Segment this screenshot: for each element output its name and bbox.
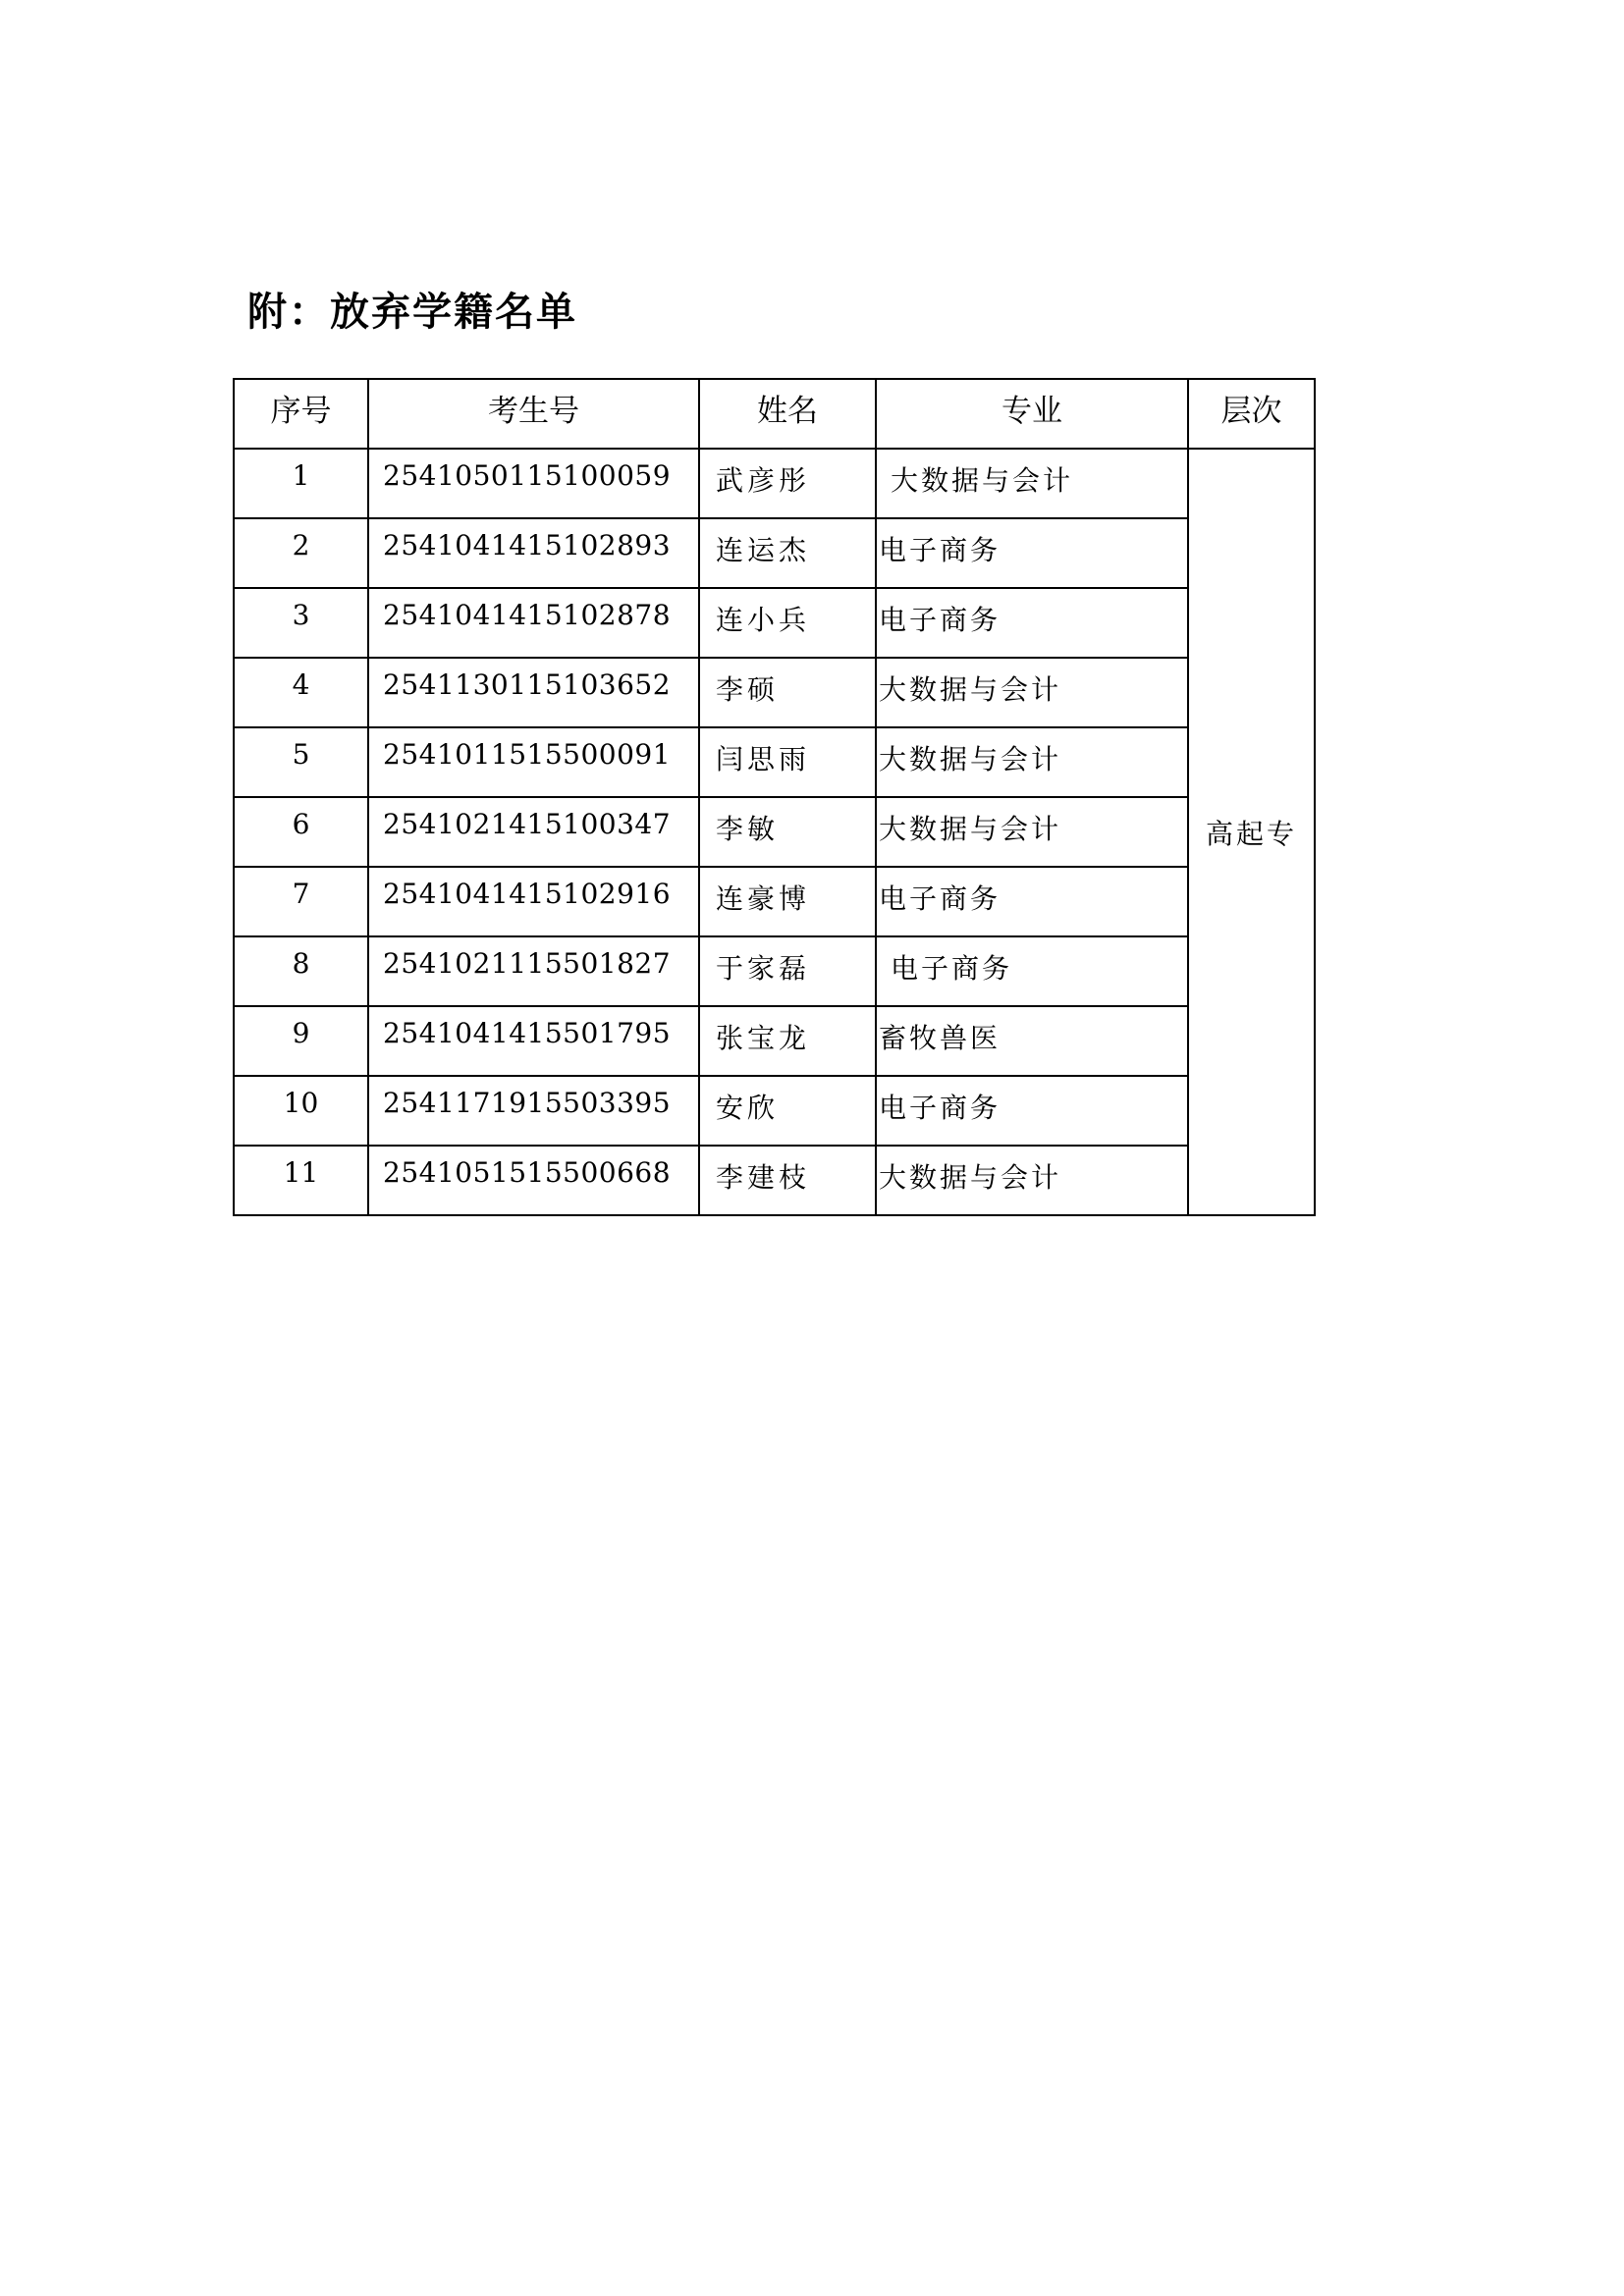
table-row — [234, 449, 1315, 518]
name-cell: 于家磊 — [699, 936, 876, 1006]
level-cell: 高起专 — [1188, 449, 1315, 1215]
table-row — [234, 518, 1315, 588]
major-cell: 大数据与会计 — [876, 797, 1188, 867]
table-row — [234, 1006, 1315, 1076]
seq-cell: 8 — [234, 936, 368, 1006]
exam-id-cell: 2541041415501795 — [368, 1006, 699, 1076]
name-cell: 连运杰 — [699, 518, 876, 588]
seq-cell: 6 — [234, 797, 368, 867]
seq-cell: 10 — [234, 1076, 368, 1146]
name-cell: 李建枝 — [699, 1146, 876, 1215]
header-seq: 序号 — [234, 379, 368, 449]
major-cell: 电子商务 — [876, 518, 1188, 588]
table-row — [234, 797, 1315, 867]
table-row — [234, 658, 1315, 727]
header-name: 姓名 — [699, 379, 876, 449]
major-cell: 大数据与会计 — [876, 1146, 1188, 1215]
exam-id-cell: 2541041415102893 — [368, 518, 699, 588]
exam-id-cell: 2541021415100347 — [368, 797, 699, 867]
table-body — [234, 449, 1315, 1215]
name-cell: 安欣 — [699, 1076, 876, 1146]
major-cell: 电子商务 — [876, 936, 1188, 1006]
major-cell: 大数据与会计 — [876, 727, 1188, 797]
roster-table — [233, 378, 1316, 1216]
exam-id-cell: 2541171915503395 — [368, 1076, 699, 1146]
table-row — [234, 867, 1315, 936]
seq-cell: 11 — [234, 1146, 368, 1215]
header-level: 层次 — [1188, 379, 1315, 449]
name-cell: 张宝龙 — [699, 1006, 876, 1076]
name-cell: 武彦彤 — [699, 449, 876, 518]
major-cell: 电子商务 — [876, 588, 1188, 658]
exam-id-cell: 2541130115103652 — [368, 658, 699, 727]
seq-cell: 7 — [234, 867, 368, 936]
name-cell: 李敏 — [699, 797, 876, 867]
table-row — [234, 727, 1315, 797]
page-title: 附：放弃学籍名单 — [247, 290, 577, 335]
exam-id-cell: 2541050115100059 — [368, 449, 699, 518]
major-cell: 电子商务 — [876, 1076, 1188, 1146]
major-cell: 大数据与会计 — [876, 449, 1188, 518]
major-cell: 电子商务 — [876, 867, 1188, 936]
seq-cell: 4 — [234, 658, 368, 727]
table-row — [234, 588, 1315, 658]
seq-cell: 3 — [234, 588, 368, 658]
name-cell: 连豪博 — [699, 867, 876, 936]
name-cell: 连小兵 — [699, 588, 876, 658]
name-cell: 李硕 — [699, 658, 876, 727]
table-row — [234, 936, 1315, 1006]
exam-id-cell: 2541021115501827 — [368, 936, 699, 1006]
seq-cell: 9 — [234, 1006, 368, 1076]
table-header-row — [234, 379, 1315, 449]
major-cell: 大数据与会计 — [876, 658, 1188, 727]
table-row — [234, 1146, 1315, 1215]
seq-cell: 5 — [234, 727, 368, 797]
seq-cell: 1 — [234, 449, 368, 518]
header-exam-id: 考生号 — [368, 379, 699, 449]
exam-id-cell: 2541041415102878 — [368, 588, 699, 658]
exam-id-cell: 2541051515500668 — [368, 1146, 699, 1215]
header-major: 专业 — [876, 379, 1188, 449]
name-cell: 闫思雨 — [699, 727, 876, 797]
exam-id-cell: 2541011515500091 — [368, 727, 699, 797]
seq-cell: 2 — [234, 518, 368, 588]
major-cell: 畜牧兽医 — [876, 1006, 1188, 1076]
exam-id-cell: 2541041415102916 — [368, 867, 699, 936]
table-row — [234, 1076, 1315, 1146]
